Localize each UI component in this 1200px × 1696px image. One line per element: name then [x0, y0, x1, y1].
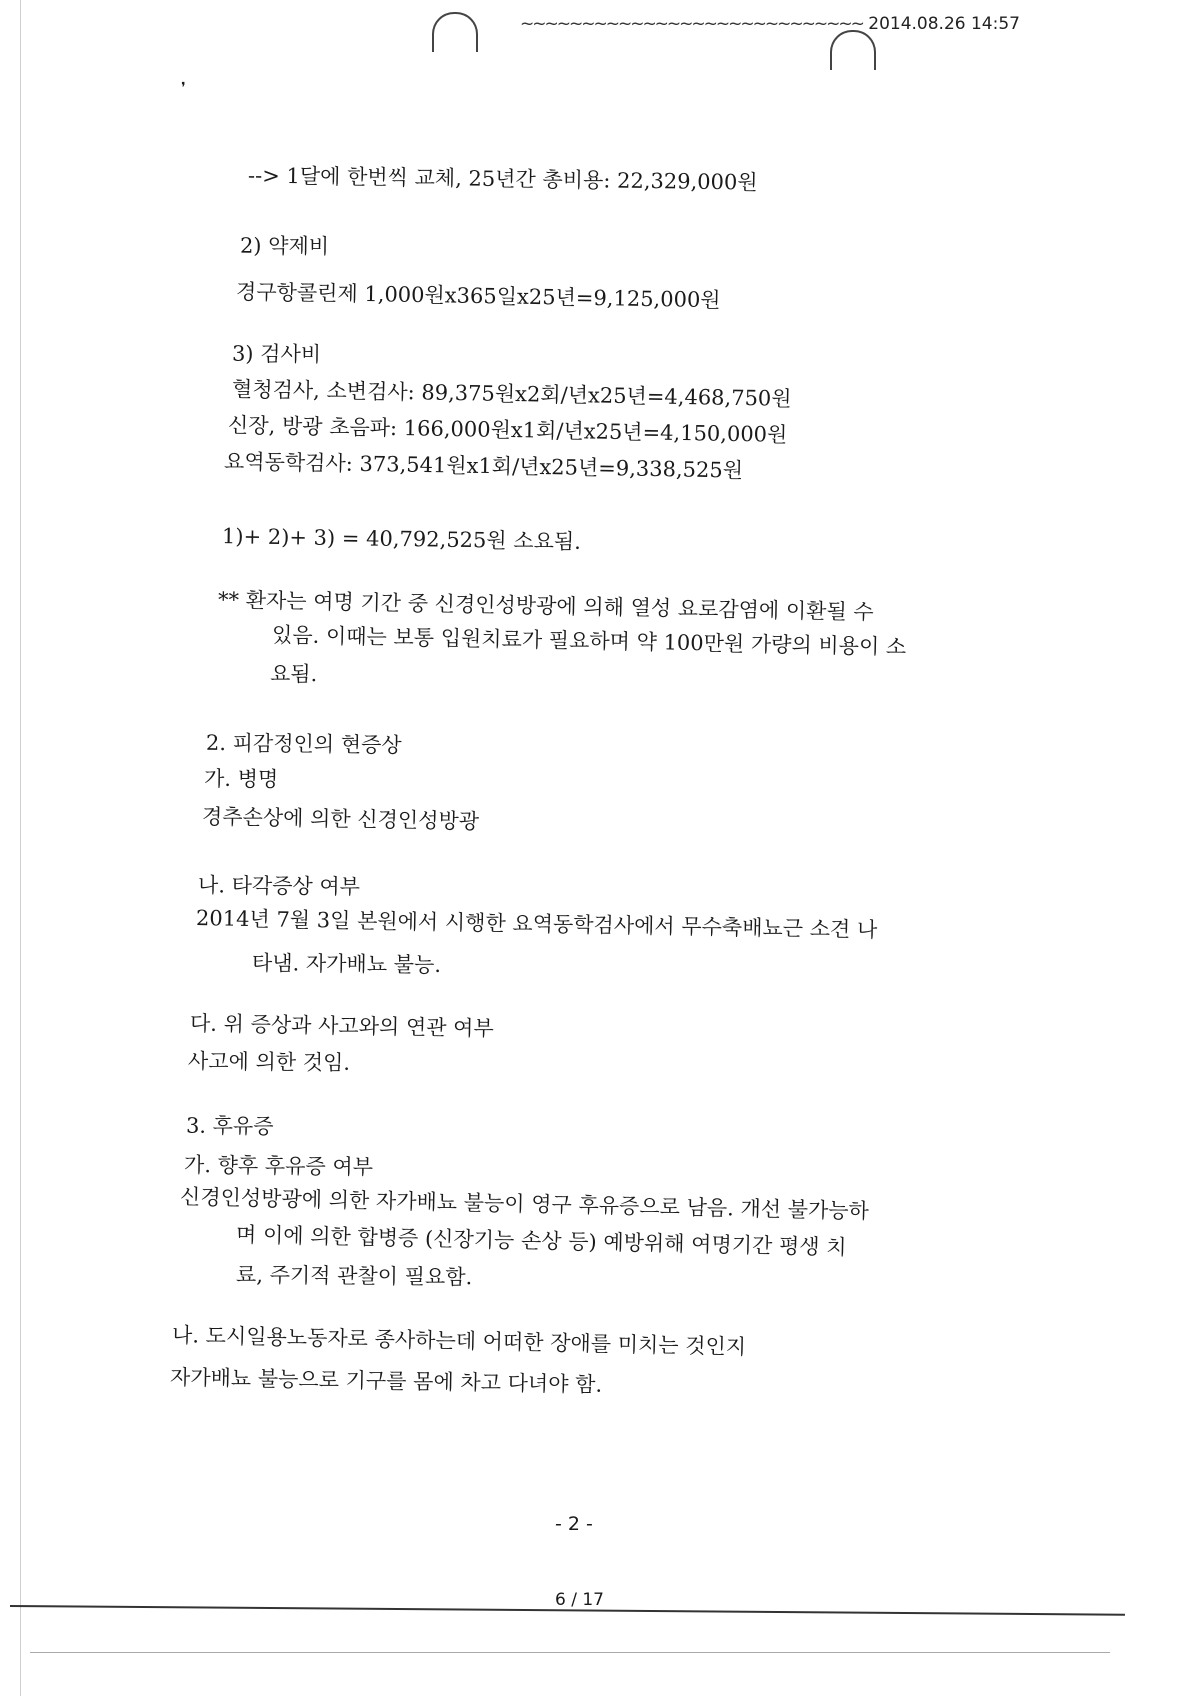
text-line: --> 1달에 한번씩 교체, 25년간 총비용: 22,329,000원 [247, 163, 758, 195]
text-line: 있음. 이때는 보통 입원치료가 필요하며 약 100만원 가량의 비용이 소 [271, 622, 907, 660]
punch-hole-mark [830, 30, 876, 70]
page-edge-line [20, 0, 21, 1696]
text-line: 경추손상에 의한 신경인성방광 [201, 804, 480, 834]
text-line: 며 이에 의한 합병증 (신장기능 손상 등) 예방위해 여명기간 평생 치 [235, 1222, 847, 1260]
text-line: 2014년 7월 3일 본원에서 시행한 요역동학검사에서 무수축배뇨근 소견 나 [195, 906, 878, 942]
text-line: 신장, 방광 초음파: 166,000원x1회/년x25년=4,150,000원 [227, 413, 788, 447]
subsection-heading: 나. 타각증상 여부 [197, 873, 361, 899]
subsection-heading: 가. 향후 후유증 여부 [183, 1152, 374, 1180]
text-line: 타냄. 자가배뇨 불능. [251, 951, 442, 977]
text-line: ** 환자는 여명 기간 중 신경인성방광에 의해 열성 요로감염에 이환될 수 [217, 587, 874, 625]
text-line: 료, 주기적 관찰이 필요함. [235, 1262, 473, 1290]
fax-header-garbled: ~~~~~~~~~~~~~~~~~~~~~~~~~~~~ [520, 14, 863, 34]
page-number: - 2 - [555, 1513, 593, 1535]
text-line: 경구항콜린제 1,000원x365일x25년=9,125,000원 [235, 279, 721, 313]
section-heading: 2) 약제비 [239, 233, 330, 259]
text-line: 요역동학검사: 373,541원x1회/년x25년=9,338,525원 [223, 449, 744, 483]
section-heading: 2. 피감정인의 현증상 [205, 730, 402, 758]
bottom-rule-line-faint [30, 1652, 1110, 1653]
punch-hole-mark [432, 12, 478, 52]
text-line: 요됨. [269, 661, 318, 687]
text-line: 자가배뇨 불능으로 기구를 몸에 차고 다녀야 함. [169, 1365, 603, 1397]
fax-page-count: 6 / 17 [555, 1590, 604, 1610]
text-line: 1)+ 2)+ 3) = 40,792,525원 소요됨. [221, 524, 582, 554]
section-heading: 3) 검사비 [231, 341, 322, 367]
fax-header [520, 14, 1080, 34]
scan-mark: ❜ [181, 80, 186, 96]
text-line: 신경인성방광에 의한 자가배뇨 불능이 영구 후유증으로 남음. 개선 불가능하 [179, 1184, 870, 1224]
section-heading: 3. 후유증 [185, 1113, 274, 1139]
subsection-heading: 나. 도시일용노동자로 종사하는데 어떠한 장애를 미치는 것인지 [171, 1322, 747, 1360]
subsection-heading: 가. 병명 [203, 766, 279, 792]
text-line: 사고에 의한 것임. [187, 1049, 351, 1075]
text-line: 혈청검사, 소변검사: 89,375원x2회/년x25년=4,468,750원 [231, 377, 792, 411]
fax-header-timestamp: 2014.08.26 14:57 [868, 14, 1020, 34]
subsection-heading: 다. 위 증상과 사고와의 연관 여부 [189, 1011, 494, 1041]
